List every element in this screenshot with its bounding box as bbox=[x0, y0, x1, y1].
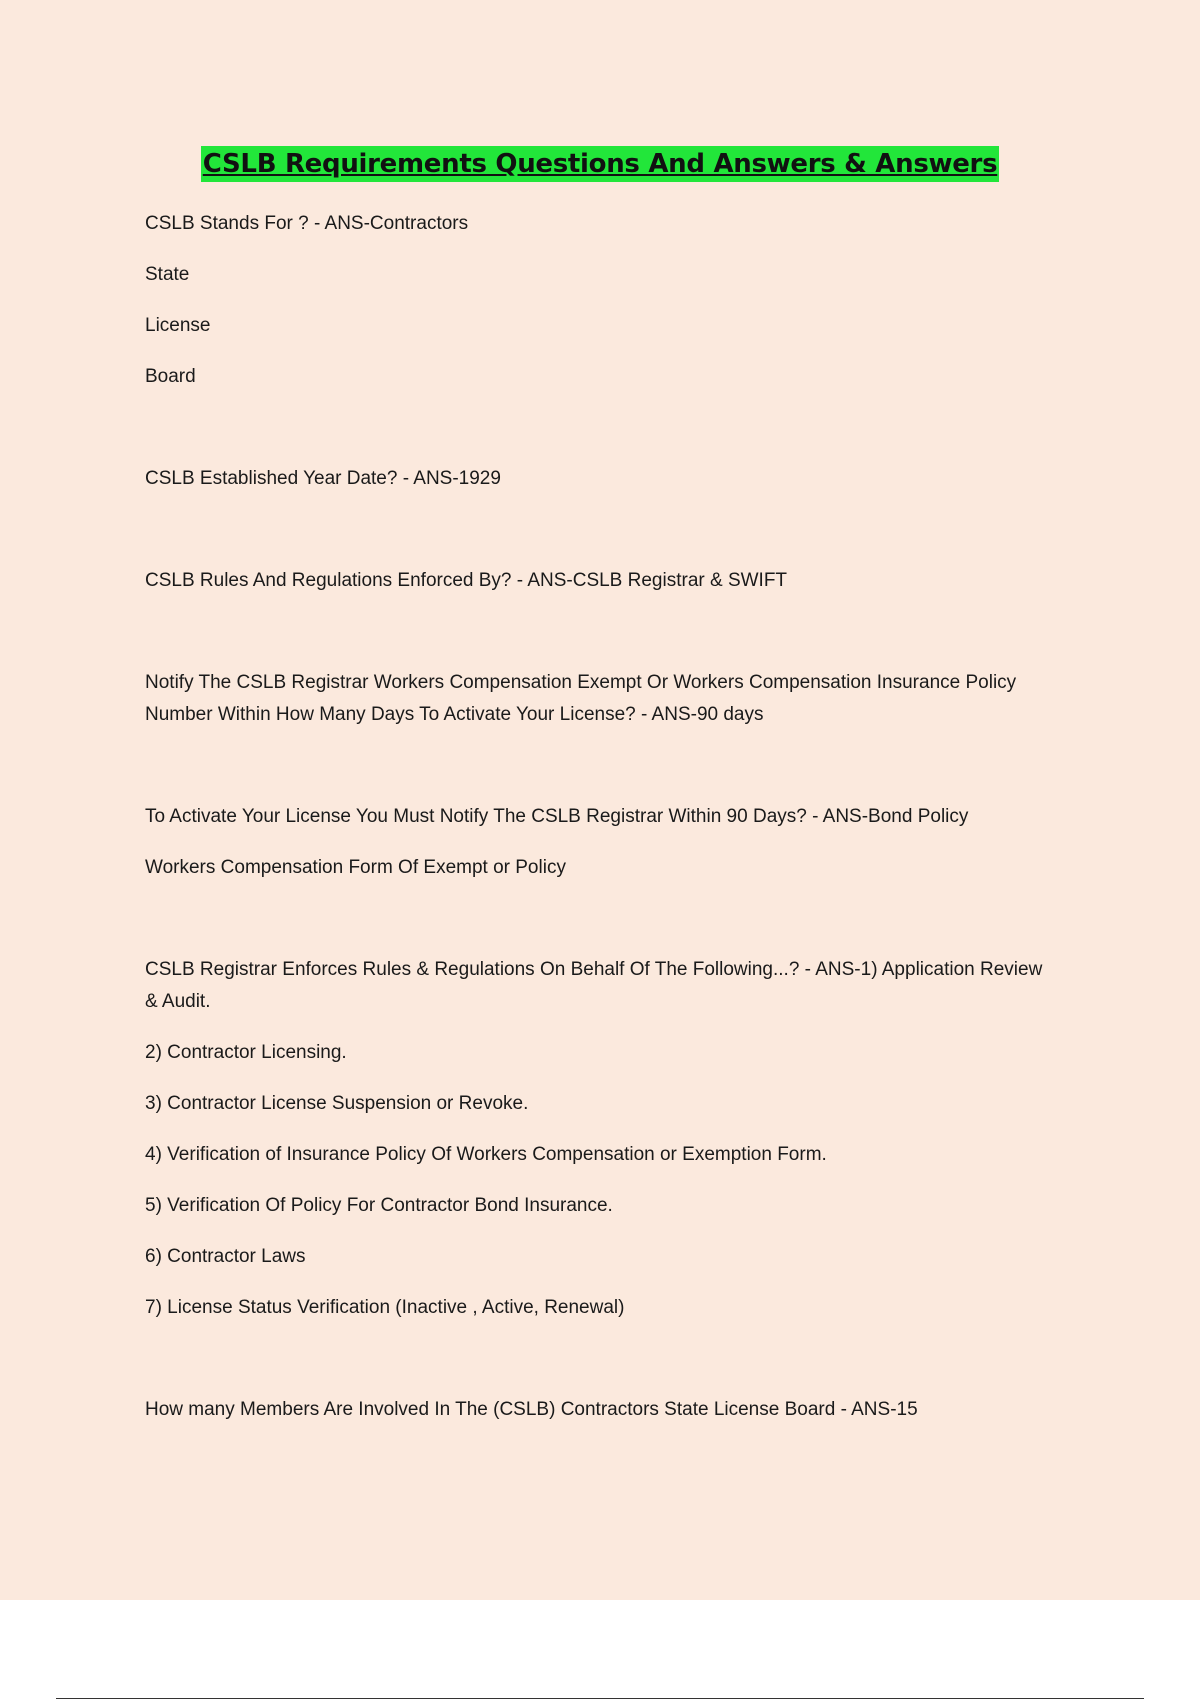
question-enforced-by: CSLB Rules And Regulations Enforced By? - ANS-CSLB Registrar & SWIFT bbox=[145, 570, 788, 591]
list-item: 4) Verification of Insurance Policy Of Workers Compensation or Exemption Form. bbox=[145, 1144, 827, 1165]
list-item: 7) License Status Verification (Inactive , Active, Renewal) bbox=[145, 1297, 625, 1318]
title-container bbox=[0, 146, 1200, 182]
list-item: 3) Contractor License Suspension or Revoke. bbox=[145, 1093, 529, 1114]
question-registrar-enforces-line1: CSLB Registrar Enforces Rules & Regulations On Behalf Of The Following...? - ANS-1) Application Review bbox=[145, 959, 1043, 980]
question-registrar-enforces-line2: & Audit. bbox=[145, 991, 211, 1012]
list-item: 6) Contractor Laws bbox=[145, 1246, 306, 1267]
document-title: CSLB Requirements Questions And Answers & Answers bbox=[201, 146, 1000, 182]
list-item: 2) Contractor Licensing. bbox=[145, 1042, 347, 1063]
list-item: 5) Verification Of Policy For Contractor Bond Insurance. bbox=[145, 1195, 613, 1216]
answer-line-state: State bbox=[145, 264, 190, 285]
question-activate-license: To Activate Your License You Must Notify The CSLB Registrar Within 90 Days? - ANS-Bond Policy bbox=[145, 806, 969, 827]
question-notify-registrar-line1: Notify The CSLB Registrar Workers Compensation Exempt Or Workers Compensation Insurance Policy bbox=[145, 672, 1017, 693]
answer-line-board: Board bbox=[145, 366, 196, 387]
footer-divider bbox=[56, 1698, 1144, 1699]
question-established-year: CSLB Established Year Date? - ANS-1929 bbox=[145, 468, 501, 489]
document-body bbox=[145, 208, 1085, 1426]
page-footer bbox=[0, 1600, 1200, 1700]
question-notify-registrar-line2: Number Within How Many Days To Activate Your License? - ANS-90 days bbox=[145, 704, 764, 725]
question-members-count: How many Members Are Involved In The (CSLB) Contractors State License Board - ANS-15 bbox=[145, 1399, 918, 1420]
answer-line-license: License bbox=[145, 315, 211, 336]
question-cslb-stands-for: CSLB Stands For ? - ANS-Contractors bbox=[145, 213, 469, 234]
answer-line-workers-comp: Workers Compensation Form Of Exempt or Policy bbox=[145, 857, 566, 878]
